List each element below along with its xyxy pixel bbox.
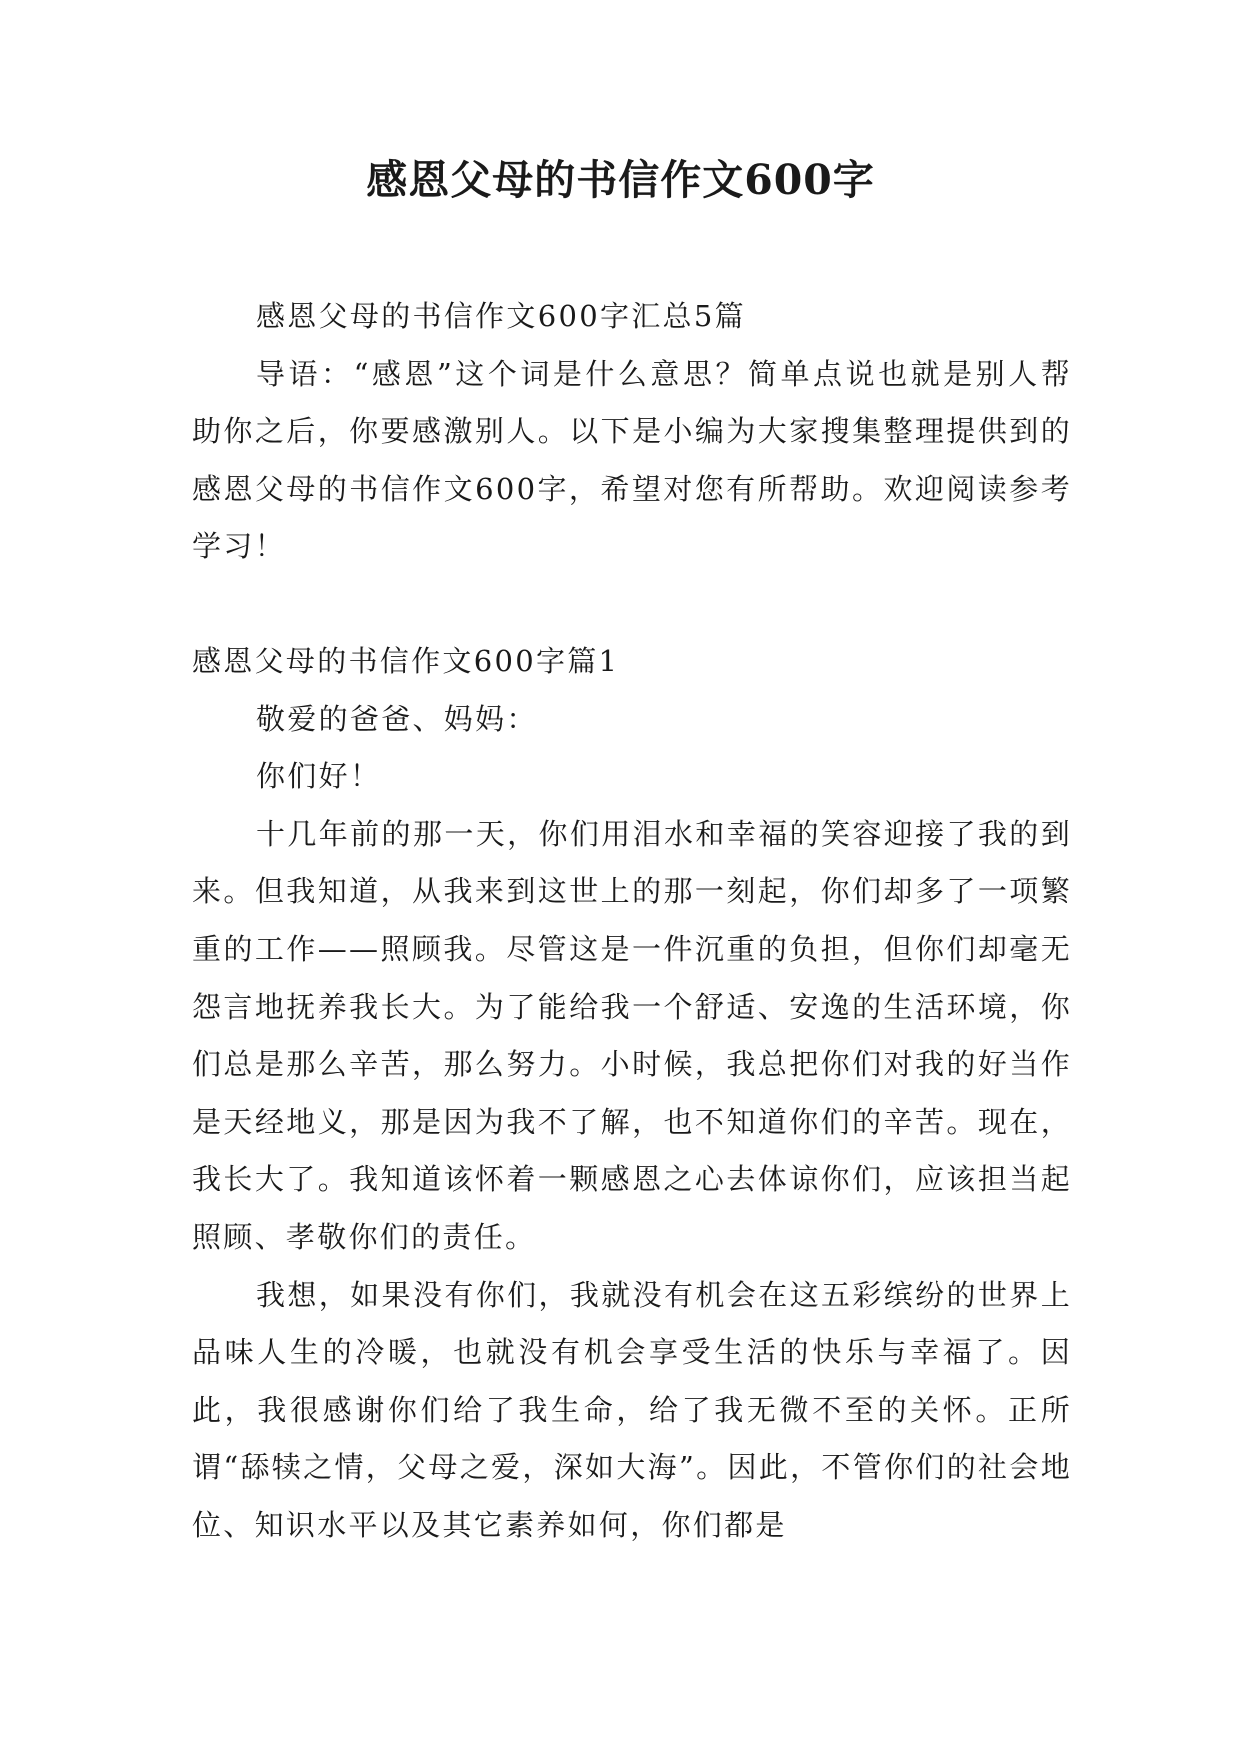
- letter-paragraph: 我想，如果没有你们，我就没有机会在这五彩缤纷的世界上品味人生的冷暖，也就没有机会享受生活的快乐与幸福了。因此，我很感谢你们给了我生命，给了我无微不至的关怀。正所谓“舔犊之情，父母之爱，深如大海”。因此，不管你们的社会地位、知识水平以及其它素养如何，你们都是: [192, 1277, 1072, 1542]
- document-body: [192, 288, 1072, 1554]
- letter-paragraph: 十几年前的那一天，你们用泪水和幸福的笑容迎接了我的到来。但我知道，从我来到这世上的那一刻起，你们却多了一项繁重的工作——照顾我。尽管这是一件沉重的负担，但你们却毫无怨言地抚养我长大。为了能给我一个舒适、安逸的生活环境，你们总是那么辛苦，那么努力。小时候，我总把你们对我的好当作是天经地义，那是因为我不了解，也不知道你们的辛苦。现在，我长大了。我知道该怀着一颗感恩之心去体谅你们，应该担当起照顾、孝敬你们的责任。: [192, 816, 1072, 1254]
- document-title: 感恩父母的书信作文600字: [366, 156, 875, 204]
- document-subtitle: 感恩父母的书信作文600字汇总5篇: [256, 299, 746, 333]
- letter-salutation: 敬爱的爸爸、妈妈：: [256, 701, 538, 736]
- section-spacer: [192, 576, 1072, 633]
- intro-paragraph: 导语：“感恩”这个词是什么意思？简单点说也就是别人帮助你之后，你要感激别人。以下是小编为大家搜集整理提供到的感恩父母的书信作文600字，希望对您有所帮助。欢迎阅读参考学习！: [192, 356, 1072, 564]
- letter-greeting: 你们好！: [256, 759, 382, 794]
- section-heading: 感恩父母的书信作文600字篇1: [192, 643, 620, 678]
